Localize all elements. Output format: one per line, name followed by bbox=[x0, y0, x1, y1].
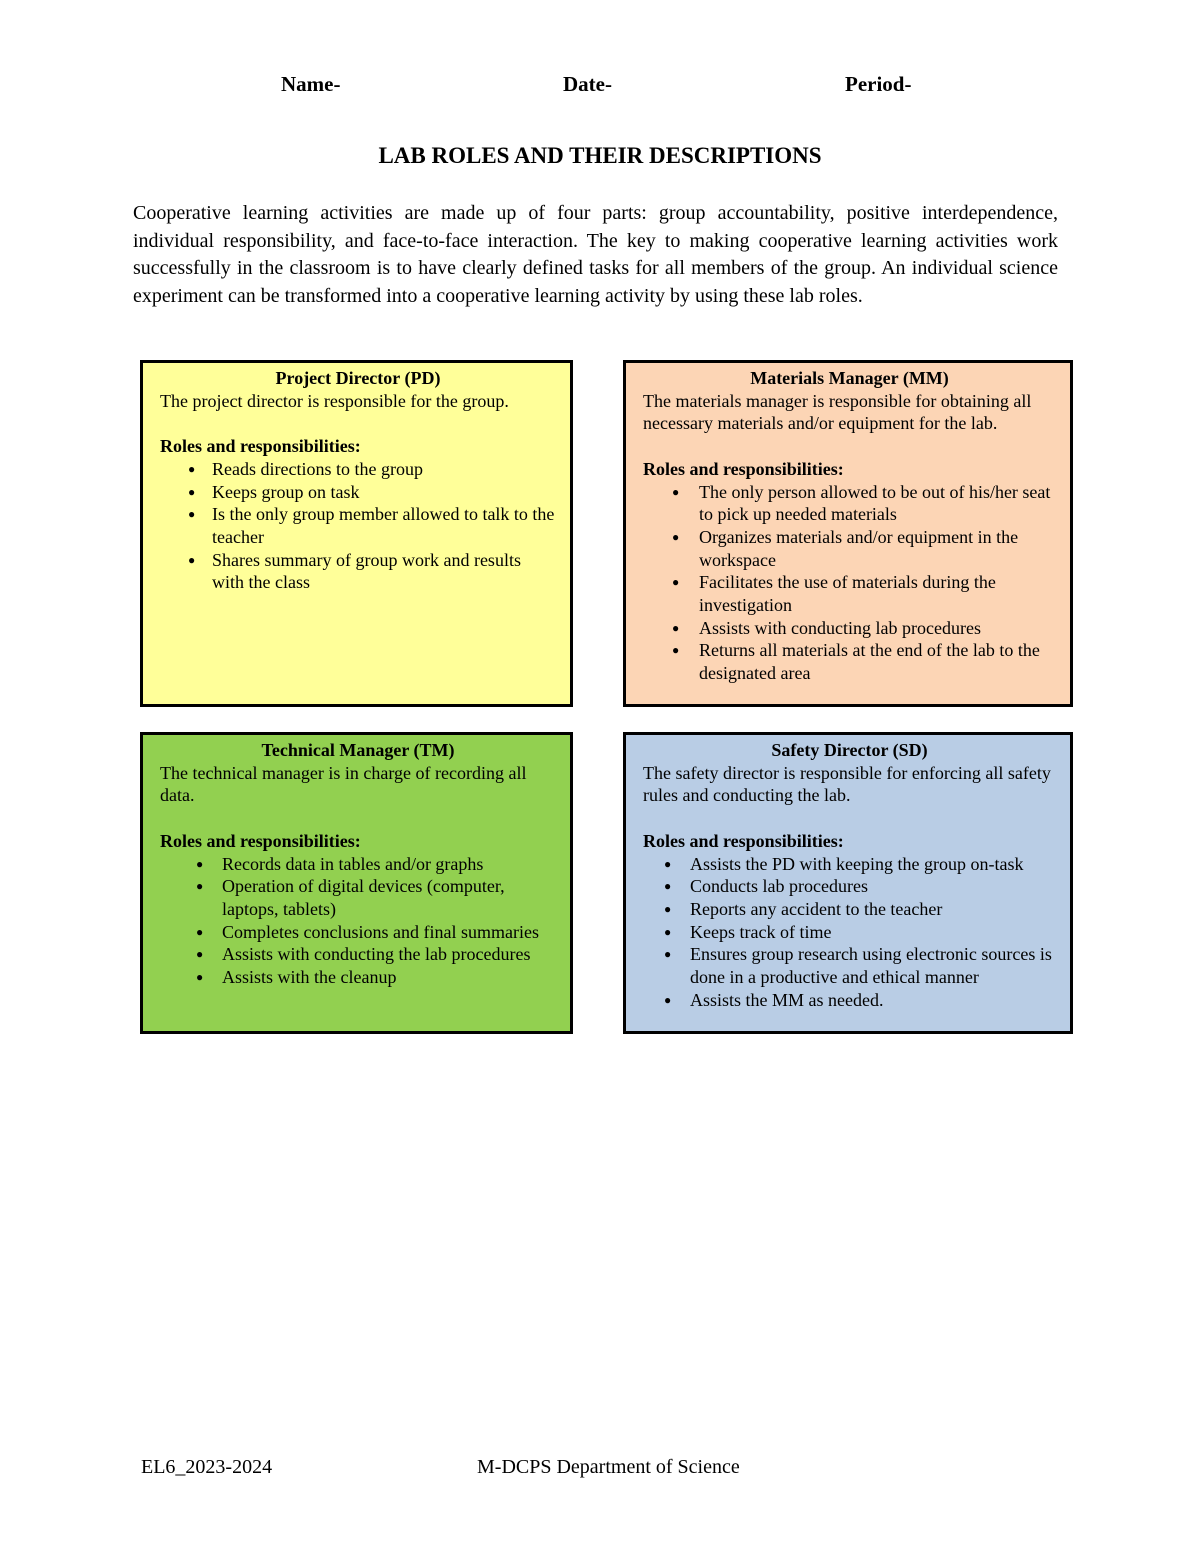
page-title: LAB ROLES AND THEIR DESCRIPTIONS bbox=[378, 143, 822, 168]
list-item: ● Reports any accident to the teacher bbox=[690, 898, 1056, 921]
date-label: Date- bbox=[563, 72, 612, 96]
list-item: ● Assists the PD with keeping the group on-task bbox=[690, 853, 1056, 876]
role-title: Safety Director (SD) bbox=[771, 740, 928, 760]
project-director-box bbox=[140, 360, 573, 707]
list-item: ● Ensures group research using electronic sources is done in a productive and ethical manner bbox=[690, 943, 1056, 988]
intro-paragraph: Cooperative learning activities are made up of four parts: group accountability, positive interdependence, individual responsibility, and face-to-face interaction. The key to making cooperative learning activities work successfully in the classroom is to have clearly defined tasks for all members of the group. An individual science experiment can be transformed into a cooperative learning activity by using these lab roles. bbox=[133, 202, 1058, 307]
list-item: ● Shares summary of group work and results with the class bbox=[212, 549, 556, 594]
footer-code: EL6_2023-2024 bbox=[141, 1456, 273, 1478]
list-item: ● The only person allowed to be out of his/her seat to pick up needed materials bbox=[699, 481, 1056, 526]
list-item: ● Keeps group on task bbox=[212, 481, 556, 504]
list-item: ● Is the only group member allowed to talk to the teacher bbox=[212, 503, 556, 548]
list-item: ● Keeps track of time bbox=[690, 921, 1056, 944]
role-description: The technical manager is in charge of recording all data. bbox=[160, 762, 527, 806]
materials-manager-box bbox=[623, 360, 1073, 707]
responsibilities-heading: Roles and responsibilities: bbox=[160, 436, 361, 457]
list-item: ● Assists the MM as needed. bbox=[690, 989, 1056, 1012]
role-title: Project Director (PD) bbox=[275, 368, 441, 388]
list-item: ● Assists with conducting the lab procedures bbox=[222, 943, 556, 966]
role-description: The safety director is responsible for enforcing all safety rules and conducting the lab. bbox=[643, 762, 1051, 806]
responsibilities-list bbox=[643, 481, 1056, 685]
responsibilities-list bbox=[160, 853, 556, 989]
responsibilities-list bbox=[643, 853, 1056, 1012]
safety-director-box bbox=[623, 732, 1073, 1034]
role-title: Materials Manager (MM) bbox=[750, 368, 949, 388]
list-item: ● Facilitates the use of materials during the investigation bbox=[699, 571, 1056, 616]
list-item: ● Assists with conducting lab procedures bbox=[699, 617, 1056, 640]
role-description: The project director is responsible for the group. bbox=[160, 390, 509, 411]
role-title: Technical Manager (TM) bbox=[261, 740, 455, 760]
list-item: ● Assists with the cleanup bbox=[222, 966, 556, 989]
list-item: ● Conducts lab procedures bbox=[690, 875, 1056, 898]
list-item: ● Records data in tables and/or graphs bbox=[222, 853, 556, 876]
list-item: ● Returns all materials at the end of the lab to the designated area bbox=[699, 639, 1056, 684]
list-item: ● Completes conclusions and final summaries bbox=[222, 921, 556, 944]
responsibilities-heading: Roles and responsibilities: bbox=[160, 830, 361, 851]
list-item: ● Operation of digital devices (computer, laptops, tablets) bbox=[222, 875, 556, 920]
list-item: ● Organizes materials and/or equipment in the workspace bbox=[699, 526, 1056, 571]
footer-department: M-DCPS Department of Science bbox=[477, 1456, 740, 1478]
name-label: Name- bbox=[281, 72, 341, 96]
technical-manager-box bbox=[140, 732, 573, 1034]
responsibilities-heading: Roles and responsibilities: bbox=[643, 458, 844, 479]
responsibilities-list bbox=[160, 458, 556, 594]
header-fields bbox=[0, 72, 1200, 102]
list-item: ● Reads directions to the group bbox=[212, 458, 556, 481]
role-description: The materials manager is responsible for obtaining all necessary materials and/or equipment for the lab. bbox=[643, 390, 1032, 434]
responsibilities-heading: Roles and responsibilities: bbox=[643, 830, 844, 851]
period-label: Period- bbox=[845, 72, 912, 96]
